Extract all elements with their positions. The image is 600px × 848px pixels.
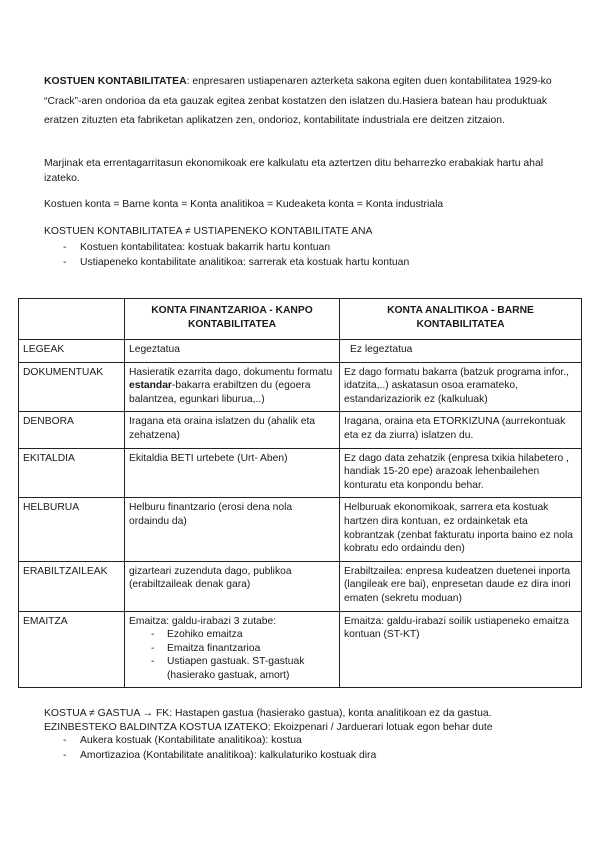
row-label: DOKUMENTUAK (19, 362, 125, 412)
comparison-table (18, 298, 582, 688)
table-row (19, 340, 582, 363)
cell-financial (125, 362, 340, 412)
table-row (19, 498, 582, 561)
table-row (19, 561, 582, 611)
cell-analytical: Ez dago formatu bakarra (batzuk programa infor., idatzita,..) askatasun osoa eramateko, estandarizaziorik ez (kalkuluak) (340, 362, 582, 412)
row-label: ERABILTZAILEAK (19, 561, 125, 611)
list-item: - Emaitza finantzarioa (129, 642, 335, 656)
cell-text: -bakarra erabiltzen du (egoera balantzea, egunkari liburua,..) (129, 380, 311, 405)
row-label: EKITALDIA (19, 448, 125, 498)
comparison-list (44, 240, 564, 270)
row-label: LEGEAK (19, 340, 125, 363)
table-row (19, 362, 582, 412)
header-analytical: KONTA ANALITIKOA - BARNE KONTABILITATEA (340, 299, 582, 340)
list-item: - Ustiapen gastuak. ST-gastuak (hasierako gastuak, amort) (129, 655, 335, 682)
cell-analytical: Iragana, oraina eta ETORKIZUNA (aurrekontuak eta ez da ziurra) islatzen du. (340, 412, 582, 448)
cell-financial: gizarteari zuzenduta dago, publikoa (erabiltzaileak denak gara) (125, 561, 340, 611)
list-item: - Ustiapeneko kontabilitate analitikoa: sarrerak eta kostuak hartu kontuan (44, 255, 564, 270)
table-row (19, 611, 582, 688)
cell-bold-text: estandar (129, 380, 172, 392)
row-label: HELBURUA (19, 498, 125, 561)
row-label: EMAITZA (19, 611, 125, 688)
intro-text: : enpresaren ustiapenaren azterketa sakona egiten duen kontabilitatea 1929-ko “Crack”-aren ondorioa da eta gauzak egitea zenbat kostatzen den islatzen du.Hasiera batean hau produktuak eratzen zituzten eta fabriketan aplikatzen zen, ondorioz, kontabilitate industriala ere deitzen zitzaion. (44, 76, 552, 126)
list-item: - Aukera kostuak (Kontabilitate analitikoa): kostua (44, 733, 564, 748)
result-list (129, 628, 335, 682)
cell-financial: Iragana eta oraina islatzen du (ahalik eta zehatzena) (125, 412, 340, 448)
footer-list (44, 733, 564, 763)
cell-financial: Helburu finantzario (erosi dena nola ordaindu da) (125, 498, 340, 561)
cell-financial: Ekitaldia BETI urtebete (Urt- Aben) (125, 448, 340, 498)
cell-financial (125, 611, 340, 688)
intro-term: KOSTUEN KONTABILITATEA (44, 76, 187, 87)
cell-text: Hasieratik ezarrita dago, dokumentu formatu (129, 366, 333, 378)
intro-paragraph (44, 72, 564, 131)
cell-financial: Legeztatua (125, 340, 340, 363)
footer-line: KOSTUA ≠ GASTUA → FK: Hastapen gastua (hasierako gastua), konta analitikoan ez da gastua. (44, 708, 492, 719)
paragraph-not-equal: KOSTUEN KONTABILITATEA ≠ USTIAPENEKO KONTABILITATE ANA (44, 226, 373, 237)
footer-notes (44, 707, 584, 735)
footer-line: EZINBESTEKO BALDINTZA KOSTUA IZATEKO: Ekoizpenari / Jarduerari lotuak egon behar dute (44, 722, 493, 733)
cell-analytical: Ez legeztatua (340, 340, 582, 363)
cell-analytical: Ez dago data zehatzik (enpresa txikia hilabetero , handiak 15-20 epe) arazoak lehenbailehen konturatu eta konpondu behar. (340, 448, 582, 498)
row-label: DENBORA (19, 412, 125, 448)
cell-analytical: Erabiltzailea: enpresa kudeatzen duetenei inporta (langileak ere bai), enpresetan daude ez dira inori ematen (sekretu moduan) (340, 561, 582, 611)
header-empty (19, 299, 125, 340)
list-item: - Amortizazioa (Kontabilitate analitikoa): kalkulaturiko kostuak dira (44, 748, 564, 763)
cell-text: Emaitza: galdu-irabazi 3 zutabe: (129, 615, 277, 627)
list-item: - Ezohiko emaitza (129, 628, 335, 642)
table-header-row (19, 299, 582, 340)
paragraph-margins: Marjinak eta errentagarritasun ekonomikoak ere kalkulatu eta aztertzen ditu beharrezko erabakiak hartu ahal izateko. (44, 158, 544, 184)
cell-analytical: Helburuak ekonomikoak, sarrera eta kostuak hartzen dira kontuan, ez ordainketak eta kobrantzak (zenbat fakturatu inporta baino ez nola kobratu edo ordaindu den) (340, 498, 582, 561)
table-row (19, 448, 582, 498)
list-item: - Kostuen kontabilitatea: kostuak bakarrik hartu kontuan (44, 240, 564, 255)
cell-analytical: Emaitza: galdu-irabazi soilik ustiapeneko emaitza kontuan (ST-KT) (340, 611, 582, 688)
table-row (19, 412, 582, 448)
paragraph-equivalences: Kostuen konta = Barne konta = Konta analitikoa = Kudeaketa konta = Konta industriala (44, 199, 444, 210)
header-financial: KONTA FINANTZARIOA - KANPO KONTABILITATEA (125, 299, 340, 340)
